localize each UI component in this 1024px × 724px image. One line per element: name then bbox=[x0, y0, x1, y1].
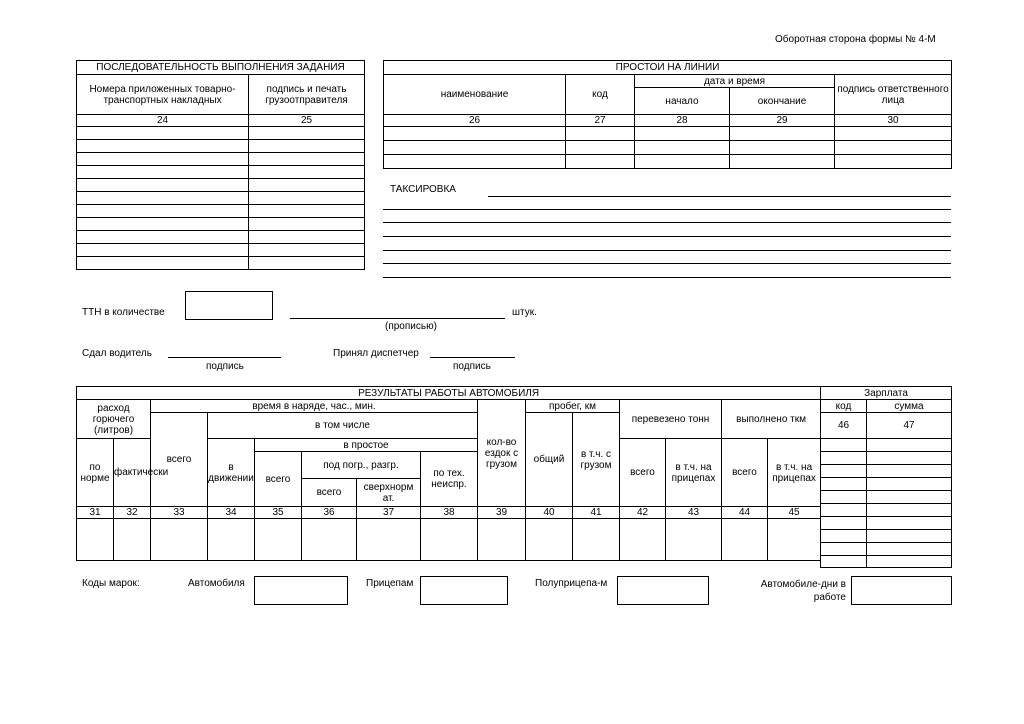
col-num-45: 45 bbox=[768, 507, 821, 519]
downtime-cell[interactable] bbox=[566, 155, 635, 169]
result-cell[interactable] bbox=[421, 519, 478, 561]
seq-cell[interactable] bbox=[249, 205, 365, 218]
col-num-39: 39 bbox=[478, 507, 526, 519]
salary-cell[interactable] bbox=[821, 478, 867, 491]
col-num-37: 37 bbox=[357, 507, 421, 519]
ttn-label: ТТН в количестве bbox=[82, 307, 165, 318]
col-num-32: 32 bbox=[114, 507, 151, 519]
downtime-cell[interactable] bbox=[835, 141, 952, 155]
dispatcher-sign-line[interactable] bbox=[430, 357, 515, 358]
car-code-label: Автомобиля bbox=[188, 578, 245, 589]
mileage-cargo-header: в т.ч. с грузом bbox=[573, 413, 620, 507]
salary-cell[interactable] bbox=[867, 465, 952, 478]
results-title: РЕЗУЛЬТАТЫ РАБОТЫ АВТОМОБИЛЯ bbox=[77, 387, 821, 400]
salary-cell[interactable] bbox=[821, 439, 867, 452]
car-code-box[interactable] bbox=[254, 576, 348, 605]
downtime-cell[interactable] bbox=[566, 127, 635, 141]
tons-header: перевезено тонн bbox=[620, 400, 722, 439]
seq-cell[interactable] bbox=[77, 231, 249, 244]
trailer-code-box[interactable] bbox=[420, 576, 508, 605]
salary-cell[interactable] bbox=[867, 556, 952, 568]
downtime-cell[interactable] bbox=[730, 127, 835, 141]
salary-cell[interactable] bbox=[867, 491, 952, 504]
salary-cell[interactable] bbox=[821, 465, 867, 478]
salary-cell[interactable] bbox=[821, 543, 867, 556]
salary-sum-header: сумма bbox=[867, 400, 952, 413]
brand-codes-label: Коды марок: bbox=[82, 578, 140, 589]
sequence-table bbox=[76, 60, 365, 270]
result-cell[interactable] bbox=[478, 519, 526, 561]
time-header: время в наряде, час., мин. bbox=[151, 400, 478, 413]
salary-cell[interactable] bbox=[821, 517, 867, 530]
seq-cell[interactable] bbox=[249, 218, 365, 231]
col-num-38: 38 bbox=[421, 507, 478, 519]
result-cell[interactable] bbox=[255, 519, 302, 561]
salary-cell[interactable] bbox=[821, 556, 867, 568]
salary-cell[interactable] bbox=[867, 478, 952, 491]
result-cell[interactable] bbox=[302, 519, 357, 561]
ttn-words-caption: (прописью) bbox=[385, 321, 437, 332]
salary-cell[interactable] bbox=[867, 504, 952, 517]
shipper-sign-header: подпись и печать грузоотправителя bbox=[249, 75, 365, 115]
seq-cell[interactable] bbox=[249, 244, 365, 257]
downtime-cell[interactable] bbox=[384, 155, 566, 169]
results-table bbox=[76, 386, 821, 561]
col-num-34: 34 bbox=[208, 507, 255, 519]
result-cell[interactable] bbox=[357, 519, 421, 561]
downtime-cell[interactable] bbox=[384, 127, 566, 141]
downtime-start-header: начало bbox=[635, 88, 730, 115]
tkm-trailer-header: в т.ч. на прицепах bbox=[768, 439, 821, 507]
result-cell[interactable] bbox=[114, 519, 151, 561]
col-num-24: 24 bbox=[77, 115, 249, 127]
col-num-36: 36 bbox=[302, 507, 357, 519]
tkm-total-header: всего bbox=[722, 439, 768, 507]
time-total-header: всего bbox=[151, 413, 208, 507]
result-cell[interactable] bbox=[151, 519, 208, 561]
downtime-cell[interactable] bbox=[730, 141, 835, 155]
col-num-46: 46 bbox=[821, 413, 867, 439]
time-incl-header: в том числе bbox=[208, 413, 478, 439]
taxing-label: ТАКСИРОВКА bbox=[390, 184, 456, 195]
tech-header: по тех. неиспр. bbox=[421, 452, 478, 507]
salary-cell[interactable] bbox=[867, 530, 952, 543]
fuel-norm-header: по норме bbox=[77, 439, 114, 507]
form-side-label: Оборотная сторона формы № 4-М bbox=[775, 34, 936, 45]
col-num-33: 33 bbox=[151, 507, 208, 519]
taxing-line[interactable] bbox=[383, 222, 951, 223]
col-num-40: 40 bbox=[526, 507, 573, 519]
downtime-cell[interactable] bbox=[384, 141, 566, 155]
col-num-27: 27 bbox=[566, 115, 635, 127]
downtime-cell[interactable] bbox=[635, 155, 730, 169]
col-num-29: 29 bbox=[730, 115, 835, 127]
taxing-line[interactable] bbox=[383, 209, 951, 210]
taxing-line[interactable] bbox=[383, 263, 951, 264]
dispatcher-sign-caption: подпись bbox=[453, 361, 491, 372]
taxing-line[interactable] bbox=[383, 236, 951, 237]
seq-cell[interactable] bbox=[249, 140, 365, 153]
fuel-actual-header: фактически bbox=[114, 439, 151, 507]
loading-header: под погр., разгр. bbox=[302, 452, 421, 479]
semitrailer-code-label: Полуприцепа-м bbox=[535, 578, 608, 589]
col-num-41: 41 bbox=[573, 507, 620, 519]
driver-sign-caption: подпись bbox=[206, 361, 244, 372]
salary-cell[interactable] bbox=[867, 452, 952, 465]
col-num-31: 31 bbox=[77, 507, 114, 519]
seq-cell[interactable] bbox=[77, 166, 249, 179]
col-num-30: 30 bbox=[835, 115, 952, 127]
tons-total-header: всего bbox=[620, 439, 666, 507]
downtime-code-header: код bbox=[566, 75, 635, 115]
downtime-cell[interactable] bbox=[566, 141, 635, 155]
seq-cell[interactable] bbox=[249, 179, 365, 192]
seq-cell[interactable] bbox=[77, 257, 249, 270]
salary-cell[interactable] bbox=[867, 439, 952, 452]
result-cell[interactable] bbox=[666, 519, 722, 561]
seq-cell[interactable] bbox=[77, 153, 249, 166]
seq-cell[interactable] bbox=[249, 153, 365, 166]
salary-cell[interactable] bbox=[867, 517, 952, 530]
ttn-unit: штук. bbox=[512, 307, 537, 318]
downtime-cell[interactable] bbox=[635, 141, 730, 155]
seq-cell[interactable] bbox=[77, 127, 249, 140]
tkm-header: выполнено ткм bbox=[722, 400, 821, 439]
dispatcher-label: Принял диспетчер bbox=[333, 348, 419, 359]
driver-label: Сдал водитель bbox=[82, 348, 152, 359]
col-num-25: 25 bbox=[249, 115, 365, 127]
mileage-total-header: общий bbox=[526, 413, 573, 507]
salary-title: Зарплата bbox=[821, 387, 952, 400]
downtime-end-header: окончание bbox=[730, 88, 835, 115]
result-cell[interactable] bbox=[573, 519, 620, 561]
downtime-name-header: наименование bbox=[384, 75, 566, 115]
salary-cell[interactable] bbox=[821, 452, 867, 465]
result-cell[interactable] bbox=[620, 519, 666, 561]
downtime-cell[interactable] bbox=[635, 127, 730, 141]
col-num-26: 26 bbox=[384, 115, 566, 127]
idle-header: в простое bbox=[255, 439, 478, 452]
result-cell[interactable] bbox=[208, 519, 255, 561]
downtime-cell[interactable] bbox=[730, 155, 835, 169]
col-num-44: 44 bbox=[722, 507, 768, 519]
ttn-words-line[interactable] bbox=[290, 318, 505, 319]
col-num-47: 47 bbox=[867, 413, 952, 439]
semitrailer-code-box[interactable] bbox=[617, 576, 709, 605]
salary-cell[interactable] bbox=[821, 504, 867, 517]
car-days-label: Автомобиле-дни в работе bbox=[760, 579, 846, 603]
driver-sign-line[interactable] bbox=[168, 357, 281, 358]
col-num-28: 28 bbox=[635, 115, 730, 127]
seq-cell[interactable] bbox=[249, 257, 365, 270]
loading-total-header: всего bbox=[302, 479, 357, 507]
ttn-numbers-header: Номера приложенных товарно-транспортных накладных bbox=[77, 75, 249, 115]
downtime-cell[interactable] bbox=[835, 155, 952, 169]
result-cell[interactable] bbox=[526, 519, 573, 561]
salary-cell[interactable] bbox=[821, 530, 867, 543]
downtime-datetime-header: дата и время bbox=[635, 75, 835, 88]
seq-cell[interactable] bbox=[249, 127, 365, 140]
result-cell[interactable] bbox=[77, 519, 114, 561]
salary-code-header: код bbox=[821, 400, 867, 413]
car-days-box[interactable] bbox=[851, 576, 952, 605]
over-norm-header: сверхнорм ат. bbox=[357, 479, 421, 507]
fuel-header: расход горючего (литров) bbox=[77, 400, 151, 439]
mileage-header: пробег, км bbox=[526, 400, 620, 413]
ttn-count-box[interactable] bbox=[185, 291, 273, 320]
seq-cell[interactable] bbox=[249, 166, 365, 179]
seq-cell[interactable] bbox=[77, 179, 249, 192]
taxing-line[interactable] bbox=[383, 277, 951, 278]
result-cell[interactable] bbox=[722, 519, 768, 561]
salary-cell[interactable] bbox=[867, 543, 952, 556]
seq-cell[interactable] bbox=[77, 244, 249, 257]
idle-total-header: всего bbox=[255, 452, 302, 507]
result-cell[interactable] bbox=[768, 519, 821, 561]
seq-cell[interactable] bbox=[77, 205, 249, 218]
taxing-line[interactable] bbox=[383, 250, 951, 251]
col-num-43: 43 bbox=[666, 507, 722, 519]
trips-header: кол-во ездок с грузом bbox=[478, 400, 526, 507]
trailer-code-label: Прицепам bbox=[366, 578, 414, 589]
seq-cell[interactable] bbox=[249, 192, 365, 205]
downtime-title: ПРОСТОИ НА ЛИНИИ bbox=[384, 61, 952, 75]
salary-table bbox=[820, 386, 952, 568]
taxing-line[interactable] bbox=[488, 196, 951, 197]
tons-trailer-header: в т.ч. на прицепах bbox=[666, 439, 722, 507]
seq-cell[interactable] bbox=[77, 140, 249, 153]
seq-cell[interactable] bbox=[77, 218, 249, 231]
downtime-cell[interactable] bbox=[835, 127, 952, 141]
seq-cell[interactable] bbox=[249, 231, 365, 244]
salary-cell[interactable] bbox=[821, 491, 867, 504]
col-num-42: 42 bbox=[620, 507, 666, 519]
seq-cell[interactable] bbox=[77, 192, 249, 205]
moving-header: в движении bbox=[208, 439, 255, 507]
downtime-sign-header: подпись ответственного лица bbox=[835, 75, 952, 115]
downtime-table bbox=[383, 60, 952, 169]
col-num-35: 35 bbox=[255, 507, 302, 519]
sequence-title: ПОСЛЕДОВАТЕЛЬНОСТЬ ВЫПОЛНЕНИЯ ЗАДАНИЯ bbox=[77, 61, 365, 75]
